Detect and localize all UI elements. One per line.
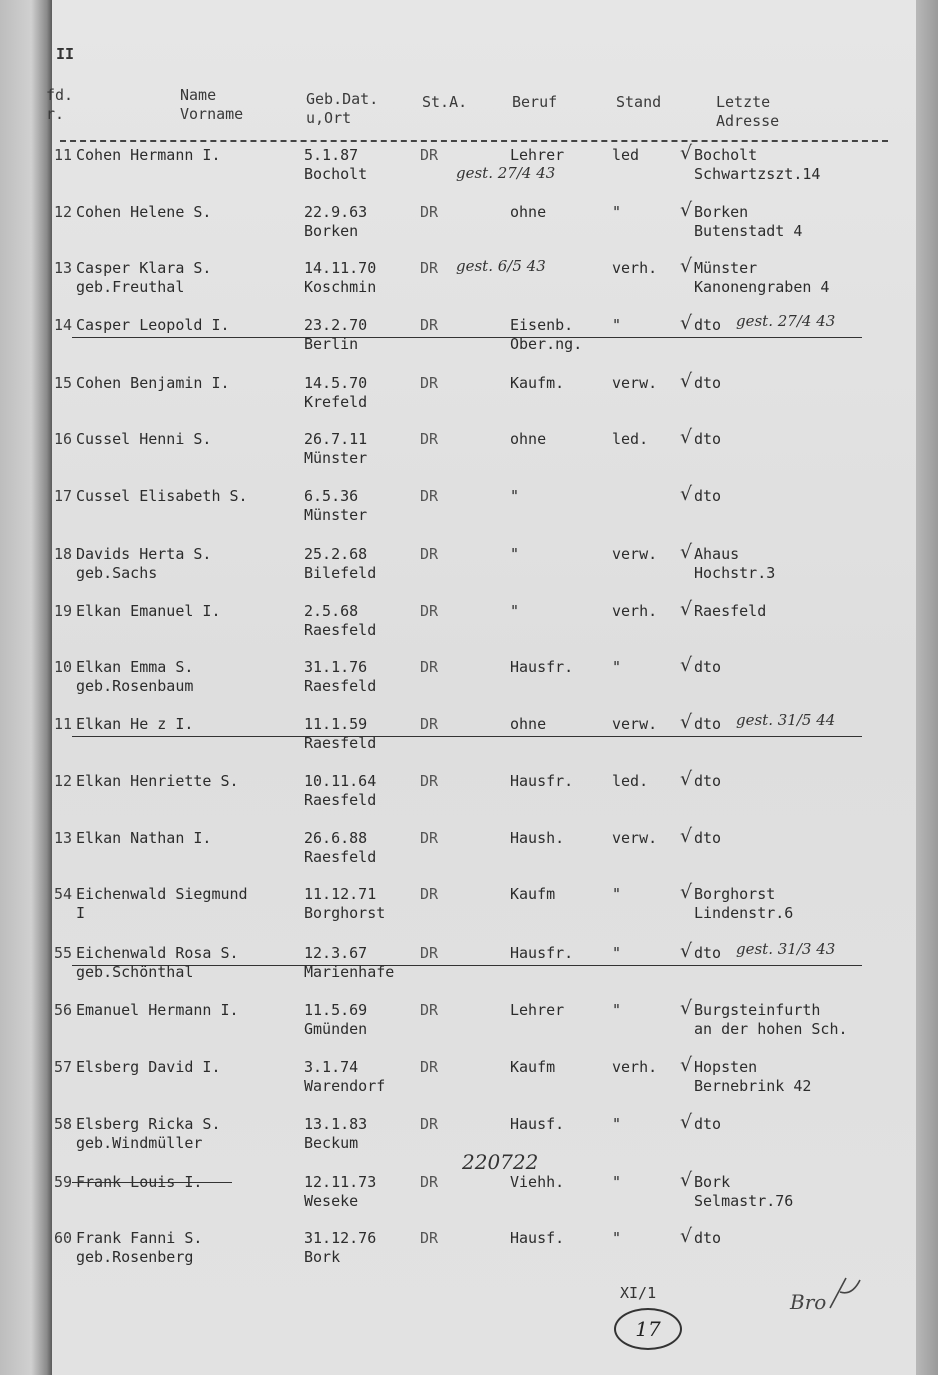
marital-status: "	[612, 316, 622, 334]
handwritten-note: gest. 31/5 44	[736, 711, 836, 729]
row-number: 11	[53, 715, 72, 733]
header-address: Letzte Adresse	[716, 93, 780, 130]
row-number: 59	[53, 1173, 72, 1191]
handwritten-number: 220722	[462, 1150, 539, 1174]
birth-date-place: 23.2.70 Berlin	[304, 316, 368, 353]
last-address: dto	[694, 944, 722, 962]
birth-date-place: 26.6.88 Raesfeld	[304, 829, 377, 866]
birth-date-place: 11.5.69 Gmünden	[304, 1001, 368, 1038]
citizenship: DR	[420, 259, 439, 277]
citizenship: DR	[420, 316, 439, 334]
last-address: dto	[694, 374, 722, 392]
header-rule	[60, 140, 888, 142]
table-row	[0, 199, 938, 259]
table-row	[0, 1225, 938, 1285]
person-name: Cohen Helene S.	[76, 203, 212, 221]
marital-status: "	[612, 1173, 622, 1191]
check-mark-icon: √	[680, 711, 693, 733]
table-row	[0, 654, 938, 714]
occupation: Hausfr.	[510, 944, 574, 962]
header-nr: fd. r.	[46, 86, 74, 123]
row-number: 10	[53, 658, 72, 676]
birth-date-place: 3.1.74 Warendorf	[304, 1058, 386, 1095]
occupation: Hausf.	[510, 1115, 565, 1133]
person-name: Elkan Emma S. geb.Rosenbaum	[76, 658, 194, 695]
handwritten-note: gest. 27/4 43	[736, 312, 836, 330]
citizenship: DR	[420, 545, 439, 563]
strike-line	[72, 965, 862, 966]
marital-status: verw.	[612, 715, 658, 733]
row-number: 12	[53, 203, 72, 221]
table-row	[0, 541, 938, 601]
occupation: Viehh.	[510, 1173, 565, 1191]
citizenship: DR	[420, 715, 439, 733]
check-mark-icon: √	[680, 1111, 693, 1133]
citizenship: DR	[420, 146, 439, 164]
citizenship: DR	[420, 1001, 439, 1019]
row-number: 60	[53, 1229, 72, 1247]
page-stamp: 17	[614, 1308, 682, 1350]
footer-code: XI/1	[620, 1284, 657, 1302]
marital-status: led.	[612, 772, 649, 790]
marital-status: verh.	[612, 1058, 658, 1076]
citizenship: DR	[420, 374, 439, 392]
row-number: 57	[53, 1058, 72, 1076]
citizenship: DR	[420, 430, 439, 448]
last-address: Münster Kanonengraben 4	[694, 259, 830, 296]
row-number: 56	[53, 1001, 72, 1019]
marital-status: "	[612, 944, 622, 962]
table-row	[0, 370, 938, 430]
check-mark-icon: √	[680, 654, 693, 676]
header-birth: Geb.Dat. u,Ort	[306, 90, 379, 127]
handwritten-note: gest. 31/3 43	[736, 940, 836, 958]
table-row	[0, 768, 938, 828]
birth-date-place: 12.3.67 Marienhafe	[304, 944, 395, 981]
person-name: Elkan Emanuel I.	[76, 602, 221, 620]
person-name: Cussel Henni S.	[76, 430, 212, 448]
last-address: dto	[694, 430, 722, 448]
citizenship: DR	[420, 944, 439, 962]
table-row	[0, 881, 938, 941]
occupation: Eisenb. Ober.ng.	[510, 316, 583, 353]
occupation: "	[510, 487, 520, 505]
header-sta: St.A.	[422, 93, 468, 111]
check-mark-icon: √	[680, 881, 693, 903]
check-mark-icon: √	[680, 541, 693, 563]
person-name: Elkan He z I.	[76, 715, 194, 733]
check-mark-icon: √	[680, 142, 693, 164]
strike-line	[72, 337, 862, 338]
check-mark-icon: √	[680, 940, 693, 962]
person-name: Emanuel Hermann I.	[76, 1001, 239, 1019]
check-mark-icon: √	[680, 1169, 693, 1191]
table-row	[0, 1054, 938, 1114]
last-address: Borghorst Lindenstr.6	[694, 885, 794, 922]
person-name: Cohen Hermann I.	[76, 146, 221, 164]
marital-status: "	[612, 1229, 622, 1247]
marital-status: verw.	[612, 545, 658, 563]
last-address: Bocholt Schwartzszt.14	[694, 146, 821, 183]
check-mark-icon: √	[680, 370, 693, 392]
person-name: Elkan Nathan I.	[76, 829, 212, 847]
last-address: dto	[694, 772, 722, 790]
birth-date-place: 6.5.36 Münster	[304, 487, 368, 524]
person-name: Eichenwald Rosa S. geb.Schönthal	[76, 944, 239, 981]
row-number: 54	[53, 885, 72, 903]
check-mark-icon: √	[680, 768, 693, 790]
marital-status: "	[612, 885, 622, 903]
signature-scribble	[826, 1272, 866, 1312]
occupation: Hausfr.	[510, 658, 574, 676]
last-address: Burgsteinfurth an der hohen Sch.	[694, 1001, 848, 1038]
citizenship: DR	[420, 203, 439, 221]
header-stand: Stand	[616, 93, 662, 111]
handwritten-note: gest. 27/4 43	[456, 164, 556, 182]
person-name: Casper Leopold I.	[76, 316, 230, 334]
citizenship: DR	[420, 602, 439, 620]
page-number: II	[56, 45, 75, 63]
handwritten-note: gest. 6/5 43	[456, 257, 546, 275]
occupation: ohne	[510, 430, 547, 448]
birth-date-place: 13.1.83 Beckum	[304, 1115, 368, 1152]
table-row	[0, 711, 938, 771]
last-address: dto	[694, 487, 722, 505]
last-address: Ahaus Hochstr.3	[694, 545, 776, 582]
marital-status: verw.	[612, 374, 658, 392]
last-address: dto	[694, 658, 722, 676]
occupation: Hausfr.	[510, 772, 574, 790]
last-address: Borken Butenstadt 4	[694, 203, 803, 240]
table-row	[0, 940, 938, 1000]
occupation: Lehrer	[510, 1001, 565, 1019]
birth-date-place: 10.11.64 Raesfeld	[304, 772, 377, 809]
birth-date-place: 31.12.76 Bork	[304, 1229, 377, 1266]
birth-date-place: 26.7.11 Münster	[304, 430, 368, 467]
last-address: Raesfeld	[694, 602, 767, 620]
check-mark-icon: √	[680, 255, 693, 277]
strike-line	[72, 736, 862, 737]
table-row	[0, 825, 938, 885]
person-name: Elsberg Ricka S. geb.Windmüller	[76, 1115, 221, 1152]
citizenship: DR	[420, 1173, 439, 1191]
last-address: dto	[694, 715, 722, 733]
marital-status: led	[612, 146, 640, 164]
last-address: Hopsten Bernebrink 42	[694, 1058, 812, 1095]
marital-status: led.	[612, 430, 649, 448]
person-name: Eichenwald Siegmund I	[76, 885, 248, 922]
occupation: Lehrer	[510, 146, 565, 164]
check-mark-icon: √	[680, 1054, 693, 1076]
check-mark-icon: √	[680, 312, 693, 334]
birth-date-place: 11.12.71 Borghorst	[304, 885, 386, 922]
row-number: 58	[53, 1115, 72, 1133]
table-row	[0, 255, 938, 315]
citizenship: DR	[420, 1229, 439, 1247]
row-number: 17	[53, 487, 72, 505]
check-mark-icon: √	[680, 825, 693, 847]
birth-date-place: 14.5.70 Krefeld	[304, 374, 368, 411]
occupation: Kaufm	[510, 1058, 556, 1076]
citizenship: DR	[420, 487, 439, 505]
strike-line	[72, 1182, 232, 1183]
row-number: 14	[53, 316, 72, 334]
marital-status: "	[612, 1001, 622, 1019]
marital-status: verh.	[612, 602, 658, 620]
birth-date-place: 14.11.70 Koschmin	[304, 259, 377, 296]
occupation: "	[510, 545, 520, 563]
occupation: Kaufm	[510, 885, 556, 903]
person-name: Frank Fanni S. geb.Rosenberg	[76, 1229, 203, 1266]
row-number: 12	[53, 772, 72, 790]
table-row	[0, 312, 938, 372]
citizenship: DR	[420, 885, 439, 903]
check-mark-icon: √	[680, 426, 693, 448]
person-name: Davids Herta S. geb.Sachs	[76, 545, 212, 582]
birth-date-place: 12.11.73 Weseke	[304, 1173, 377, 1210]
citizenship: DR	[420, 1115, 439, 1133]
birth-date-place: 5.1.87 Bocholt	[304, 146, 368, 183]
citizenship: DR	[420, 1058, 439, 1076]
last-address: dto	[694, 1229, 722, 1247]
occupation: Kaufm.	[510, 374, 565, 392]
person-name: Elsberg David I.	[76, 1058, 221, 1076]
signature-text: Bro	[790, 1290, 827, 1314]
person-name: Frank Louis I.	[76, 1173, 203, 1191]
marital-status: "	[612, 203, 622, 221]
table-row	[0, 997, 938, 1057]
occupation: Haush.	[510, 829, 565, 847]
header-beruf: Beruf	[512, 93, 558, 111]
table-row	[0, 598, 938, 658]
row-number: 15	[53, 374, 72, 392]
occupation: ohne	[510, 203, 547, 221]
birth-date-place: 11.1.59 Raesfeld	[304, 715, 377, 752]
person-name: Casper Klara S. geb.Freuthal	[76, 259, 212, 296]
row-number: 13	[53, 829, 72, 847]
header-name: Name Vorname	[180, 86, 244, 123]
occupation: "	[510, 602, 520, 620]
last-address: dto	[694, 1115, 722, 1133]
signature	[790, 1290, 870, 1348]
marital-status: "	[612, 658, 622, 676]
row-number: 16	[53, 430, 72, 448]
row-number: 55	[53, 944, 72, 962]
row-number: 19	[53, 602, 72, 620]
check-mark-icon: √	[680, 199, 693, 221]
birth-date-place: 2.5.68 Raesfeld	[304, 602, 377, 639]
check-mark-icon: √	[680, 598, 693, 620]
table-row	[0, 483, 938, 543]
row-number: 11	[53, 146, 72, 164]
birth-date-place: 22.9.63 Borken	[304, 203, 368, 240]
citizenship: DR	[420, 658, 439, 676]
check-mark-icon: √	[680, 483, 693, 505]
birth-date-place: 31.1.76 Raesfeld	[304, 658, 377, 695]
check-mark-icon: √	[680, 997, 693, 1019]
marital-status: verh.	[612, 259, 658, 277]
last-address: Bork Selmastr.76	[694, 1173, 794, 1210]
occupation: ohne	[510, 715, 547, 733]
marital-status: verw.	[612, 829, 658, 847]
last-address: dto	[694, 829, 722, 847]
birth-date-place: 25.2.68 Bilefeld	[304, 545, 377, 582]
table-row	[0, 1169, 938, 1229]
row-number: 13	[53, 259, 72, 277]
table-row	[0, 142, 938, 202]
citizenship: DR	[420, 829, 439, 847]
row-number: 18	[53, 545, 72, 563]
marital-status: "	[612, 1115, 622, 1133]
citizenship: DR	[420, 772, 439, 790]
table-row	[0, 426, 938, 486]
person-name: Elkan Henriette S.	[76, 772, 239, 790]
check-mark-icon: √	[680, 1225, 693, 1247]
occupation: Hausf.	[510, 1229, 565, 1247]
person-name: Cohen Benjamin I.	[76, 374, 230, 392]
person-name: Cussel Elisabeth S.	[76, 487, 248, 505]
last-address: dto	[694, 316, 722, 334]
